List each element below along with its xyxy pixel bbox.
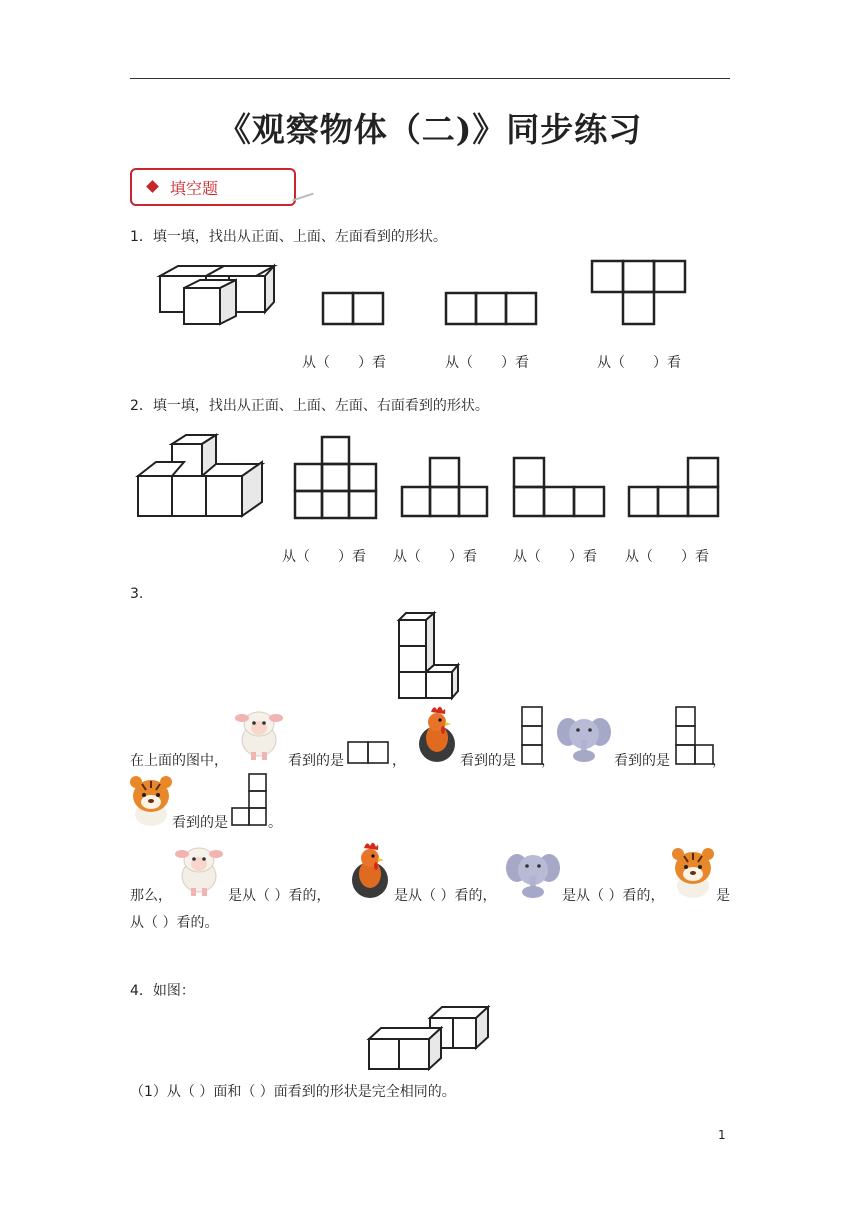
tiger-icon xyxy=(128,774,174,828)
q3-from-blank-last: 是 xyxy=(716,888,730,904)
rooster-icon xyxy=(412,702,462,764)
q1-text: 1．填一填，找出从正面、上面、左面看到的形状。 xyxy=(130,229,447,245)
page-number: 1 xyxy=(718,1128,726,1142)
q1-blank-1[interactable]: 从（ ）看 xyxy=(302,355,386,371)
tiger-icon xyxy=(670,846,716,900)
elephant-icon xyxy=(505,848,561,900)
sheep-icon xyxy=(232,704,286,762)
rooster-icon xyxy=(345,838,395,900)
q2-view-c xyxy=(511,455,607,519)
q3-saw-3: 看到的是 xyxy=(614,753,670,769)
top-rule xyxy=(130,78,730,79)
q1-blank-3[interactable]: 从（ ）看 xyxy=(597,355,681,371)
q3-comma-1: ， xyxy=(392,753,406,769)
q4-sub1[interactable]: （1）从（ ）面和（ ）面看到的形状是完全相同的。 xyxy=(130,1084,456,1100)
q3-comma-2: ， xyxy=(541,753,555,769)
q3-from-blank-3[interactable]: 是从（ ）看的， xyxy=(562,888,665,904)
q1-blank-2[interactable]: 从（ ）看 xyxy=(445,355,529,371)
q3-elephant-view xyxy=(674,705,716,767)
q1-view-three-squares xyxy=(443,290,539,328)
q1-solid-figure xyxy=(150,258,285,330)
q4-solid-figure xyxy=(366,1004,492,1072)
q2-blank-2[interactable]: 从（ ）看 xyxy=(393,549,477,565)
q3-saw-2: 看到的是 xyxy=(460,753,516,769)
q1-view-t-shape xyxy=(589,258,689,328)
elephant-icon xyxy=(556,712,612,764)
q3-sheep-view xyxy=(346,740,392,766)
q2-text: 2．填一填，找出从正面、上面、左面、右面看到的形状。 xyxy=(130,398,489,414)
q1-view-two-squares xyxy=(320,290,386,328)
q2-view-d xyxy=(627,455,721,519)
sheep-icon xyxy=(172,840,226,898)
q3-solid-figure xyxy=(396,610,462,702)
q2-solid-figure xyxy=(134,432,270,520)
q4-text: 4．如图： xyxy=(130,983,195,999)
q3-from-blank-1[interactable]: 是从（ ）看的， xyxy=(228,888,331,904)
q3-saw-4: 看到的是 xyxy=(172,815,228,831)
q3-comma-3: ， xyxy=(712,753,726,769)
q3-tiger-view xyxy=(230,772,272,830)
q2-blank-3[interactable]: 从（ ）看 xyxy=(513,549,597,565)
q3-saw-1: 看到的是 xyxy=(288,753,344,769)
q3-from-blank-2[interactable]: 是从（ ）看的， xyxy=(394,888,497,904)
section-label: 填空题 xyxy=(170,179,219,198)
q3-line1-prefix: 在上面的图中， xyxy=(130,753,228,769)
q3-number: 3. xyxy=(130,586,144,602)
q3-line4[interactable]: 从（ ）看的。 xyxy=(130,915,219,931)
q2-blank-1[interactable]: 从（ ）看 xyxy=(282,549,366,565)
page-title: 《观察物体（二)》同步练习 xyxy=(217,110,643,149)
q2-view-a xyxy=(293,434,379,520)
q2-view-b xyxy=(400,455,490,519)
q3-period: 。 xyxy=(268,815,282,831)
q2-blank-4[interactable]: 从（ ）看 xyxy=(625,549,709,565)
q3-line3-prefix: 那么， xyxy=(130,888,172,904)
